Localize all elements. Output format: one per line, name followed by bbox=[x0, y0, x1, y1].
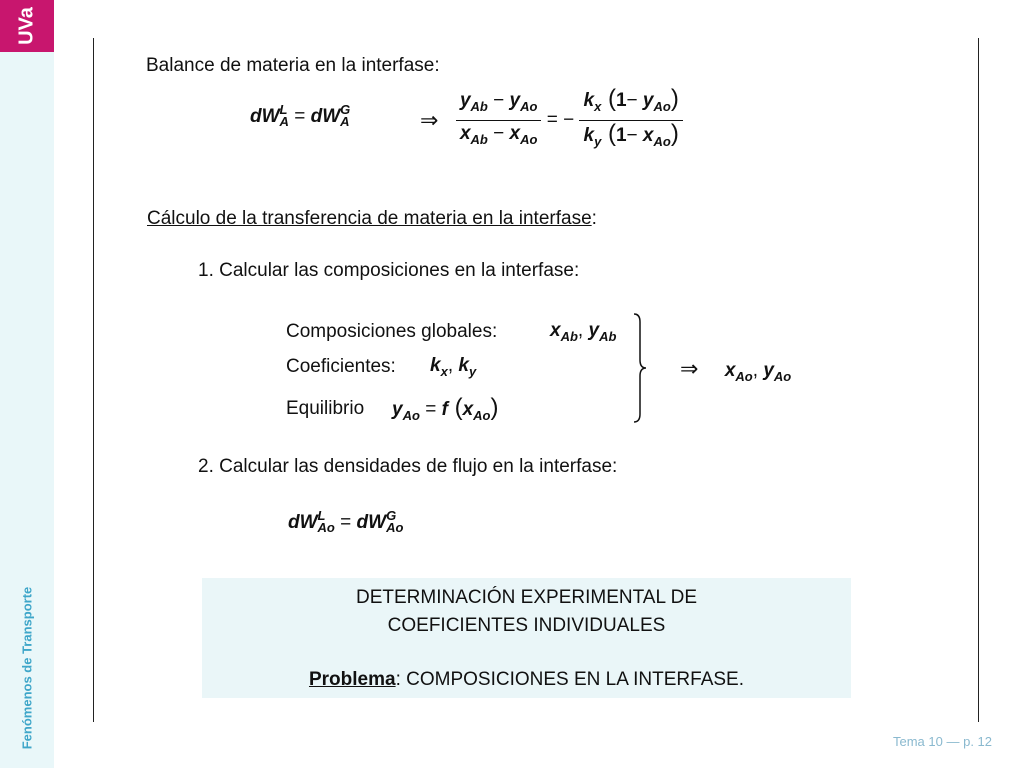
uva-logo bbox=[0, 0, 54, 52]
problem-text: : COMPOSICIONES EN LA INTERFASE. bbox=[395, 669, 744, 690]
equilibrium-math: $y_{Ao} = f$ $(x_{Ao})$ bbox=[392, 394, 499, 423]
box-line-2: COEFICIENTES INDIVIDUALES bbox=[387, 615, 666, 636]
problem-label: Problema bbox=[308, 669, 396, 690]
box-problem-line bbox=[202, 669, 851, 691]
interface-compositions-result: ⇒ $x_{Ao}$, $y_{Ao}$ bbox=[680, 356, 792, 384]
sidebar bbox=[0, 0, 54, 768]
logo-text: UVa bbox=[15, 7, 38, 45]
balance-heading: Balance de materia en la interfase: bbox=[146, 55, 440, 76]
page-footer: Tema 10 — p. 12 bbox=[893, 734, 992, 749]
step-1: 1. Calcular las composiciones en la interfase: bbox=[198, 260, 580, 281]
global-compositions-label: Composiciones globales: bbox=[286, 321, 498, 342]
calculation-heading bbox=[147, 208, 597, 230]
calculation-heading-colon: : bbox=[591, 208, 597, 229]
interface-balance-equation: dW L A = dW G A bbox=[250, 102, 351, 129]
operating-line-equation: ⇒ $\frac{y_{Ab} - y_{Ao}}{x_{Ab} - x_{Ao}}$ = − $\frac{k_x (1- y_{Ao})}{k_y (1- x_{Ao})}$ bbox=[420, 86, 683, 155]
left-rule bbox=[93, 38, 94, 722]
step-2: 2. Calcular las densidades de flujo en la interfase: bbox=[198, 456, 618, 477]
coefficients-math: $k_x$, $k_y$ bbox=[430, 355, 477, 379]
course-title: Fenómenos de Transporte bbox=[19, 586, 35, 750]
coefficients-label: Coeficientes: bbox=[286, 356, 396, 377]
flux-equation: dW L Ao = dW G Ao bbox=[288, 508, 404, 535]
right-brace bbox=[628, 312, 648, 424]
box-line-1: DETERMINACIÓN EXPERIMENTAL DE bbox=[356, 587, 697, 608]
experimental-determination-box bbox=[202, 578, 851, 698]
global-compositions-math: $x_{Ab}$, $y_{Ab}$ bbox=[550, 320, 617, 344]
equilibrium-label: Equilibrio bbox=[286, 398, 365, 419]
right-rule bbox=[978, 38, 979, 722]
calculation-heading-text: Cálculo de la transferencia de materia en la interfase bbox=[147, 208, 592, 229]
